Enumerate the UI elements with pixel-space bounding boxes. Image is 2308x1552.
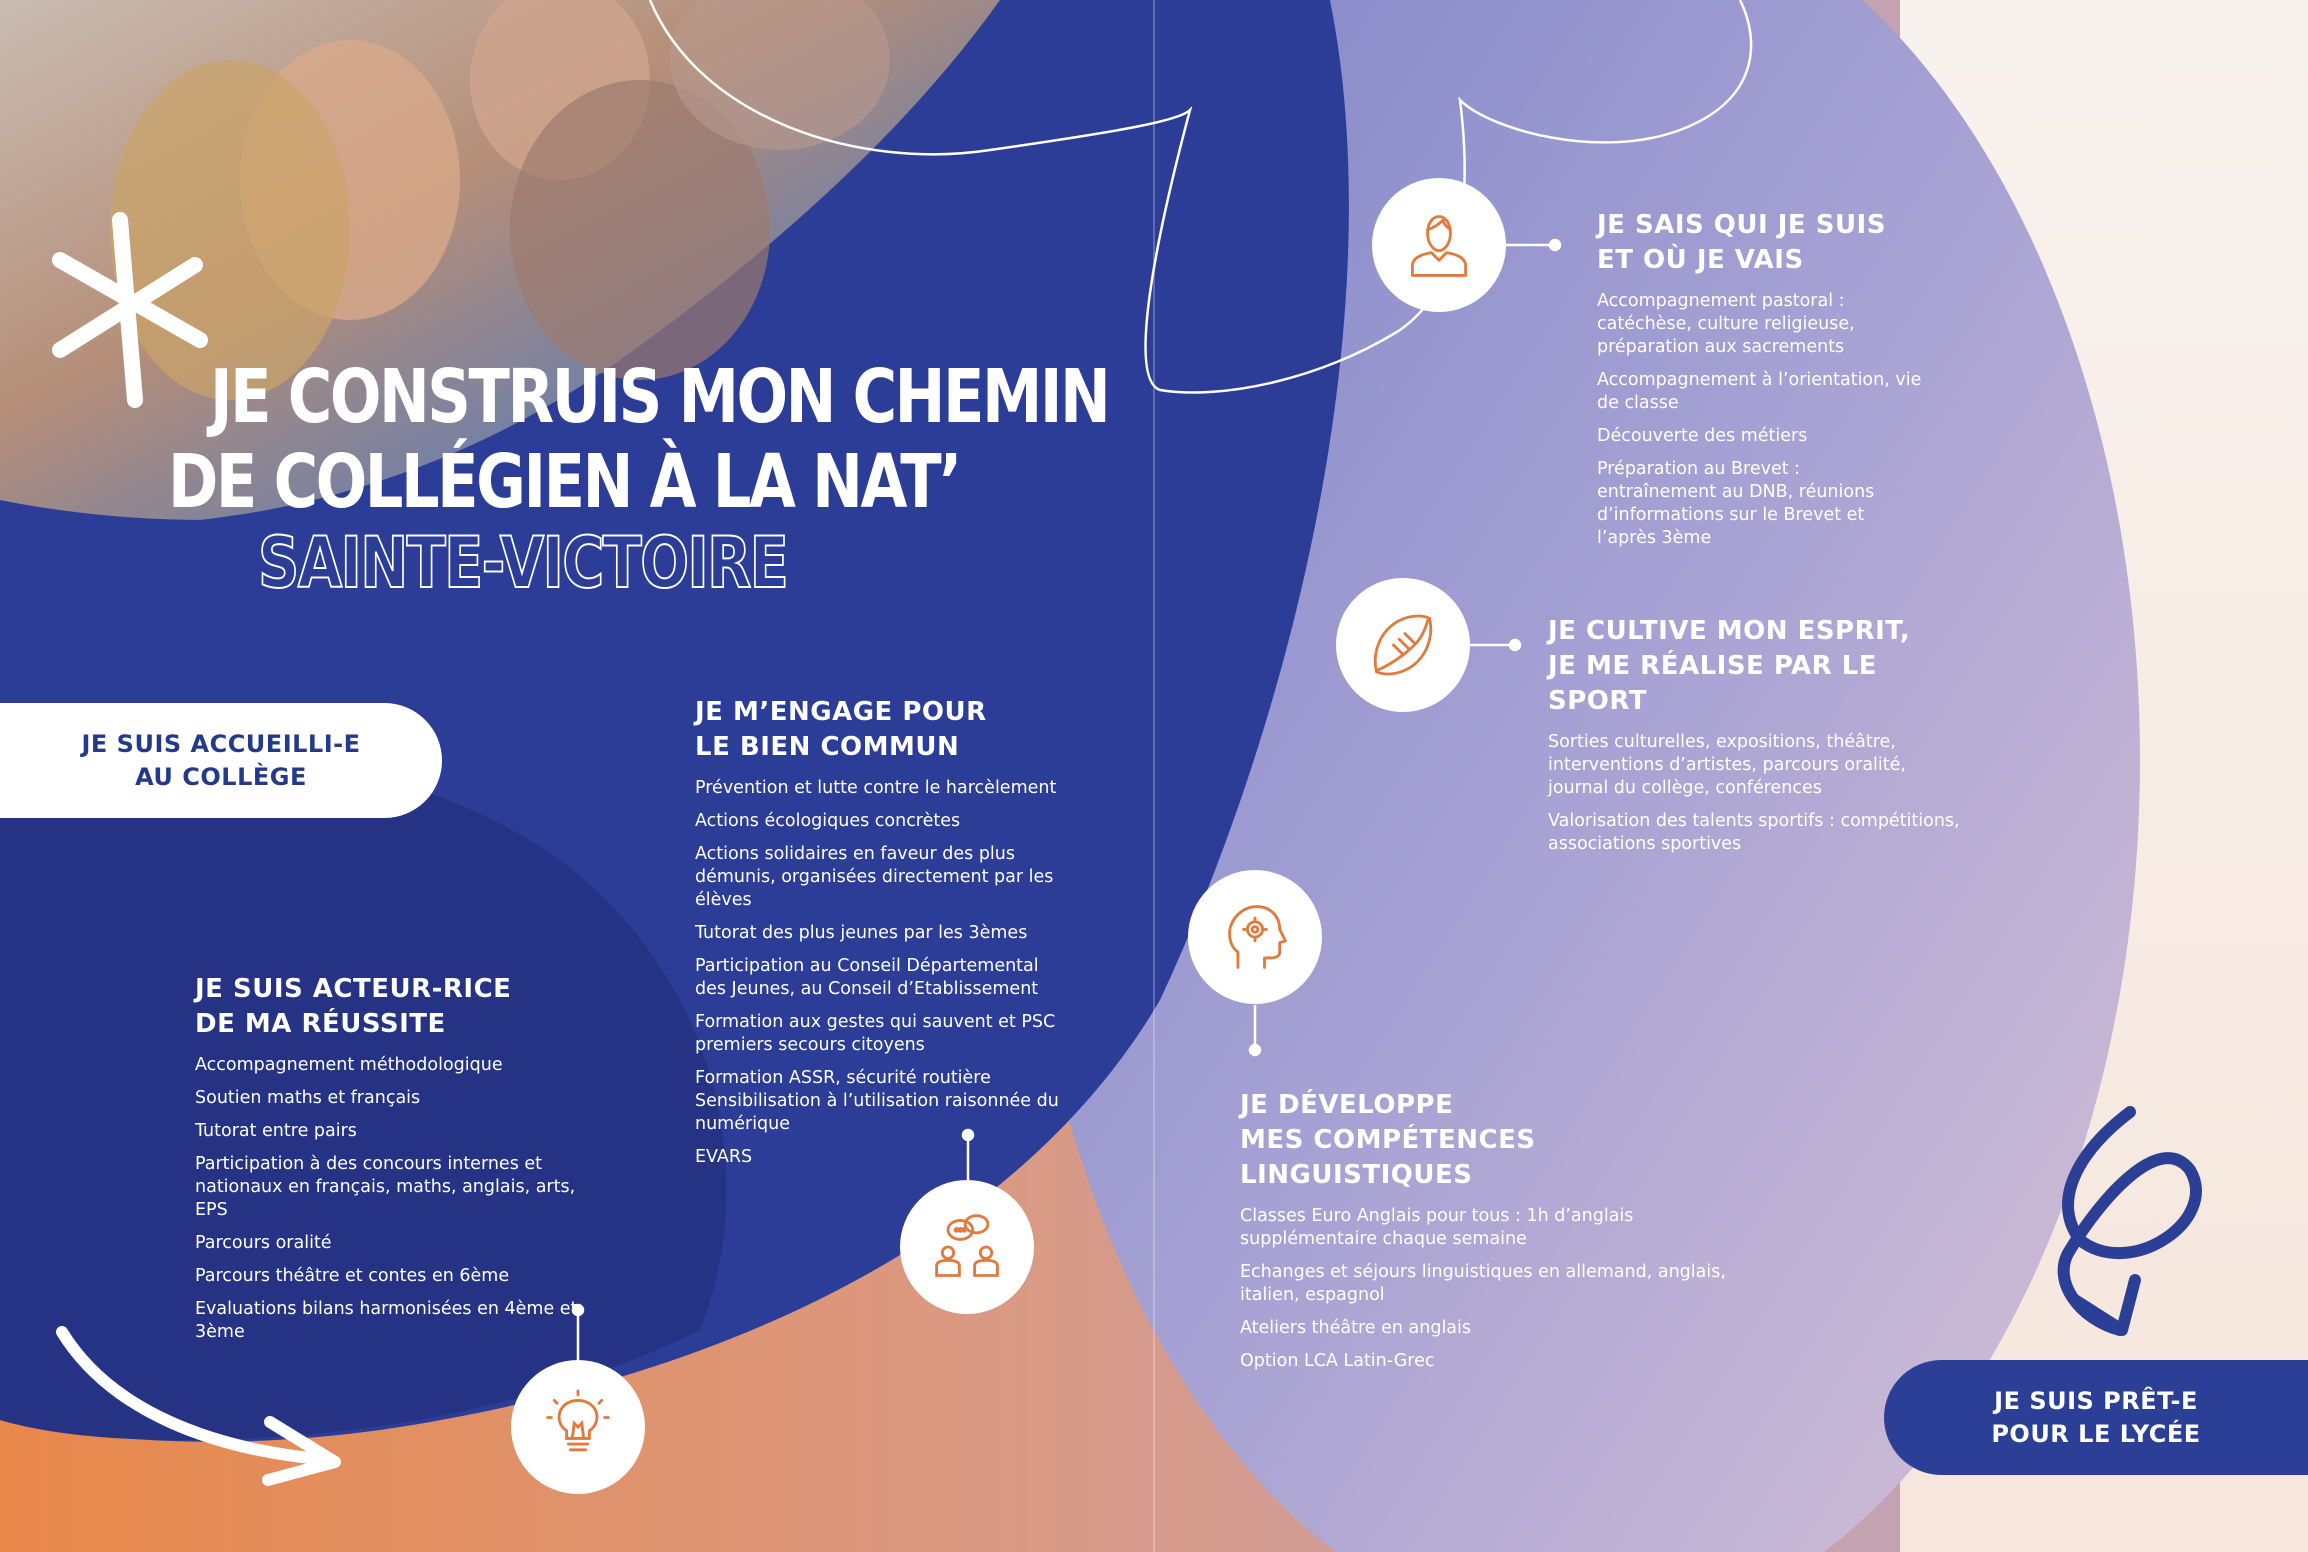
- sport-section: [1548, 614, 1968, 866]
- qui-item: Découverte des métiers: [1597, 426, 1808, 446]
- engage-heading-2: LE BIEN COMMUN: [695, 732, 960, 762]
- pret-line-1: JE SUIS PRÊT-E: [1994, 1386, 2198, 1415]
- sport-heading-1: JE CULTIVE MON ESPRIT,: [1548, 616, 1911, 646]
- engage-heading-1: JE M’ENGAGE POUR: [695, 697, 987, 727]
- sport-heading-2: JE ME RÉALISE PAR LE SPORT: [1548, 651, 1878, 716]
- langues-heading-1: JE DÉVELOPPE: [1240, 1090, 1454, 1120]
- sport-item: Sorties culturelles, expositions, théâtre, interventions d’artistes, parcours oralité, journal du collège, conférences: [1548, 732, 1906, 798]
- acteur-item: Participation à des concours internes et nationaux en français, maths, anglais, arts, EPS: [195, 1154, 576, 1220]
- langues-item: Ateliers théâtre en anglais: [1240, 1318, 1472, 1338]
- langues-item: Classes Euro Anglais pour tous : 1h d’anglais supplémentaire chaque semaine: [1240, 1206, 1634, 1249]
- qui-item: Accompagnement pastoral : catéchèse, culture religieuse, préparation aux sacrements: [1597, 291, 1855, 357]
- engage-item: Actions écologiques concrètes: [695, 811, 961, 831]
- engage-item: EVARS: [695, 1147, 753, 1167]
- title-line-2: DE COLLÉGIEN À LA NAT’: [168, 439, 960, 525]
- qui-item: Accompagnement à l’orientation, vie de classe: [1597, 370, 1922, 413]
- qui-item: Préparation au Brevet : entraînement au DNB, réunions d’informations sur le Brevet et l’après 3ème: [1597, 459, 1875, 548]
- pret-line-2: POUR LE LYCÉE: [1991, 1419, 2201, 1448]
- engage-list: [695, 777, 1075, 1169]
- engage-item: Participation au Conseil Départemental des Jeunes, au Conseil d’Etablissement: [695, 956, 1039, 999]
- acteur-item: Soutien maths et français: [195, 1088, 421, 1108]
- acteur-list: [195, 1054, 580, 1344]
- engage-item: Tutorat des plus jeunes par les 3èmes: [695, 923, 1028, 943]
- acteur-item: Accompagnement méthodologique: [195, 1055, 503, 1075]
- engage-item: Formation aux gestes qui sauvent et PSC premiers secours citoyens: [695, 1012, 1056, 1055]
- acteur-heading-1: JE SUIS ACTEUR-RICE: [195, 974, 512, 1004]
- head-gear-icon: [1188, 870, 1322, 1004]
- person-icon: [1372, 178, 1506, 312]
- engage-section: [695, 695, 1075, 1179]
- langues-item: Option LCA Latin-Grec: [1240, 1351, 1435, 1371]
- accueil-line-2: AU COLLÈGE: [135, 762, 307, 791]
- acteur-section: [195, 972, 580, 1354]
- engage-item: Prévention et lutte contre le harcèlement: [695, 778, 1057, 798]
- accueil-pill: [0, 703, 442, 818]
- lightbulb-icon: [511, 1360, 645, 1494]
- langues-heading-2: MES COMPÉTENCES LINGUISTIQUES: [1240, 1125, 1536, 1190]
- qui-list: [1597, 290, 1922, 550]
- sport-list: [1548, 731, 1968, 856]
- qui-heading-1: JE SAIS QUI JE SUIS: [1597, 210, 1886, 240]
- sport-item: Valorisation des talents sportifs : compétitions, associations sportives: [1548, 811, 1960, 854]
- langues-item: Echanges et séjours linguistiques en allemand, anglais, italien, espagnol: [1240, 1262, 1726, 1305]
- title-line-3: SAINTE-VICTOIRE: [258, 522, 788, 604]
- engage-item: Actions solidaires en faveur des plus démunis, organisées directement par les élèves: [695, 844, 1054, 910]
- people-talking-icon: [900, 1180, 1034, 1314]
- langues-section: [1240, 1088, 1740, 1383]
- title-line-1: JE CONSTRUIS MON CHEMIN: [210, 354, 1109, 440]
- qui-section: [1597, 208, 1922, 560]
- acteur-heading-2: DE MA RÉUSSITE: [195, 1009, 446, 1039]
- accueil-line-1: JE SUIS ACCUEILLI-E: [81, 729, 361, 758]
- langues-list: [1240, 1205, 1740, 1373]
- acteur-item: Tutorat entre pairs: [195, 1121, 357, 1141]
- pret-pill: [1884, 1360, 2308, 1475]
- acteur-item: Parcours oralité: [195, 1233, 332, 1253]
- rugby-ball-icon: [1336, 578, 1470, 712]
- qui-heading-2: ET OÙ JE VAIS: [1597, 245, 1804, 275]
- acteur-item: Evaluations bilans harmonisées en 4ème et 3ème: [195, 1299, 578, 1342]
- acteur-item: Parcours théâtre et contes en 6ème: [195, 1266, 510, 1286]
- engage-item: Formation ASSR, sécurité routière Sensibilisation à l’utilisation raisonnée du numérique: [695, 1068, 1059, 1134]
